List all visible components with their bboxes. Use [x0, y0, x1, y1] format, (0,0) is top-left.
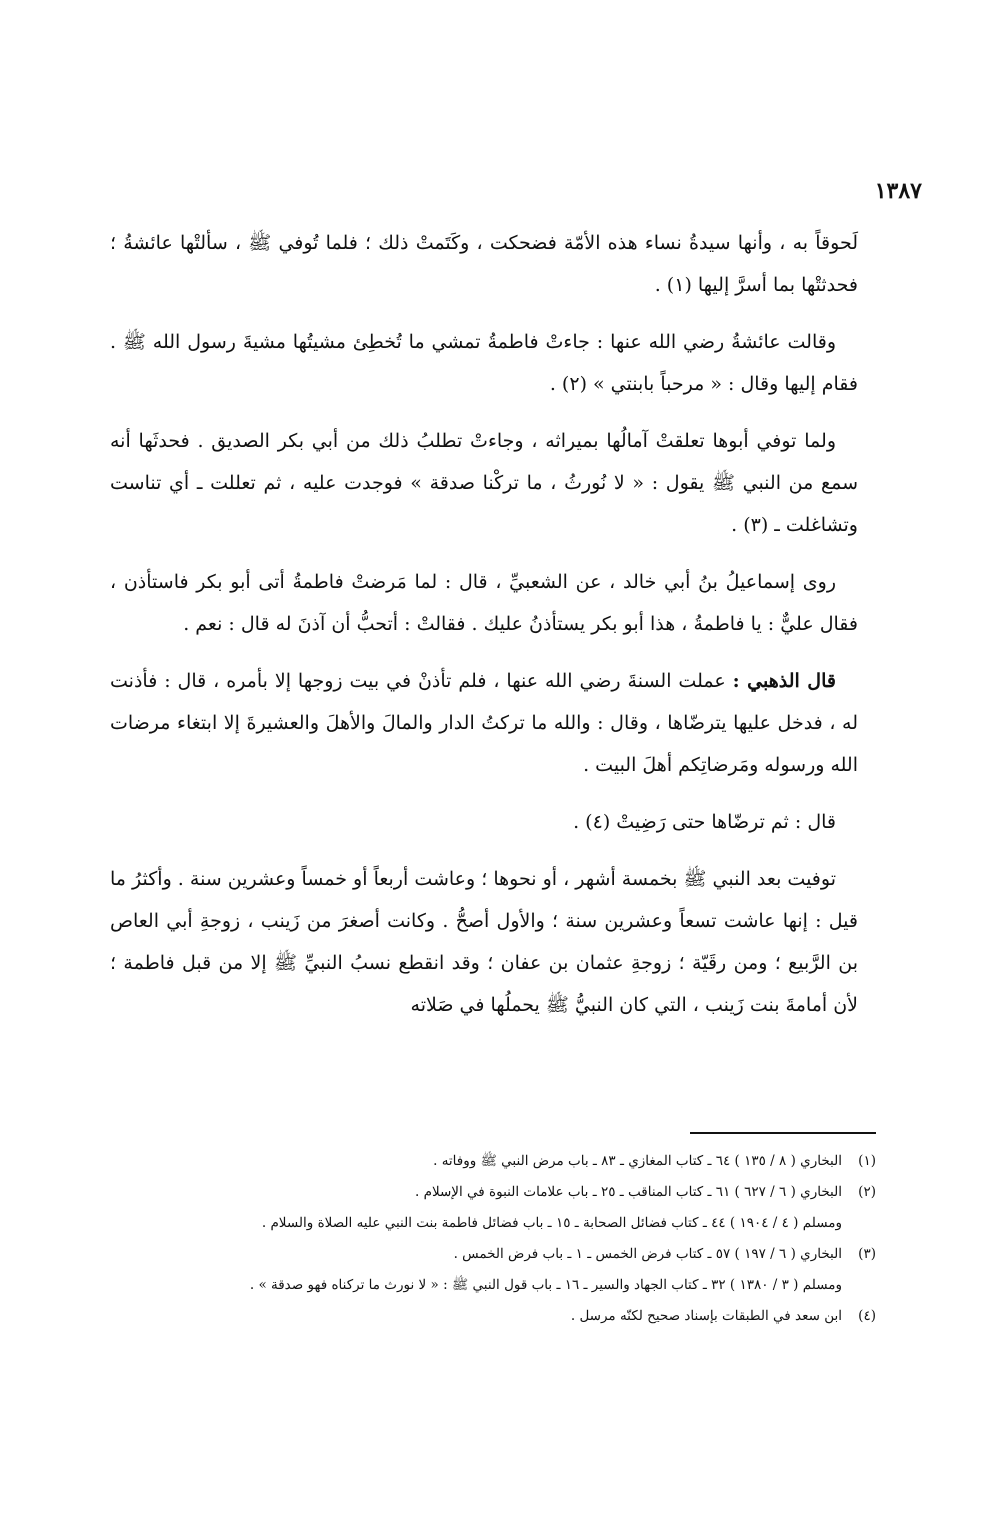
paragraph-4 — [110, 561, 858, 645]
footnote-4 — [150, 1301, 876, 1332]
footnote-number — [842, 1270, 876, 1301]
paragraph-text: قال : ثم ترضّاها حتى رَضِيتْ (٤) . — [573, 811, 836, 833]
paragraph-text: عملت السنةَ رضي الله عنها ، فلم تأذنْ في بيت زوجها إلا بأمره ، قال : فأذنت له ، فدخل عليها يترضّاها ، وقال : والله ما تركتُ الدار والمالَ والأهلَ والعشيرةَ إلا ابتغاء مرضات الله ورسوله ومَرضاتِكم أهلَ البيت . — [110, 670, 858, 776]
footnote-text: البخاري ( ٦ / ١٩٧ ) ٥٧ ـ كتاب فرض الخمس ـ ١ ـ باب فرض الخمس . — [453, 1246, 842, 1262]
footnote-2 — [150, 1177, 876, 1208]
paragraph-text: لَحوقاً به ، وأنها سيدةُ نساء هذه الأمّة فضحكت ، وكَتَمتْ ذلك ؛ فلما تُوفي ﷺ ، سألتْها عائشةُ ؛ فحدثتْها بما أسرَّ إليها (١) . — [110, 232, 858, 296]
paragraph-6 — [110, 801, 858, 843]
footnote-number: (٤) — [858, 1308, 876, 1324]
paragraph-5 — [110, 660, 858, 786]
paragraph-text: توفيت بعد النبي ﷺ بخمسة أشهر ، أو نحوها ؛ وعاشت أربعاً أو خمساً وعشرين سنة . وأكثرُ ما قيل : إنها عاشت تسعاً وعشرين سنة ؛ والأول أصحُّ . وكانت أصغرَ من زَينب ، زوجةِ أبي العاص بن الرَّبيع ؛ ومن رقَيّة ؛ زوجةِ عثمان بن عفان ؛ وقد انقطع نسبُ النبيِّ ﷺ إلا من قبل فاطمة ؛ لأن أمامةَ بنت زَينب ، التي كان النبيُّ ﷺ يحملُها في صَلاته — [110, 868, 858, 1016]
footnote-number: (١) — [858, 1153, 876, 1169]
footnote-3 — [150, 1239, 876, 1270]
footnote-text: ومسلم ( ٤ / ١٩٠٤ ) ٤٤ ـ كتاب فضائل الصحابة ـ ١٥ ـ باب فضائل فاطمة بنت النبي عليه الصلاة والسلام . — [261, 1215, 842, 1231]
page-number: ١٣٨٧ — [874, 178, 922, 204]
footnote-text: ومسلم ( ٣ / ١٣٨٠ ) ٣٢ ـ كتاب الجهاد والسير ـ ١٦ ـ باب قول النبي ﷺ : « لا نورث ما تركناه فهو صدقة » . — [249, 1277, 842, 1293]
paragraph-text: وقالت عائشةُ رضي الله عنها : جاءتْ فاطمةُ تمشي ما تُخطِئ مشيتُها مشيةَ رسول الله ﷺ . فقام إليها وقال : « مرحباً بابنتي » (٢) . — [110, 331, 858, 395]
paragraph-7 — [110, 858, 858, 1026]
paragraph-text: روى إسماعيلُ بنُ أبي خالد ، عن الشعبيِّ ، قال : لما مَرضتْ فاطمةُ أتى أبو بكر فاستأذن ، فقال عليٌّ : يا فاطمةُ ، هذا أبو بكر يستأذنُ عليك . فقالتْ : أتحبُّ أن آذنَ له قال : نعم . — [110, 571, 858, 635]
footnote-number: (٢) — [858, 1184, 876, 1200]
footnote-3-continued — [150, 1270, 876, 1301]
paragraph-lead: قال الذهبي : — [732, 670, 836, 692]
footnote-text: البخاري ( ٨ / ١٣٥ ) ٦٤ ـ كتاب المغازي ـ ٨٣ ـ باب مرض النبي ﷺ ووفاته . — [433, 1153, 842, 1169]
main-text — [110, 222, 858, 1041]
paragraph-1 — [110, 222, 858, 306]
footnote-text: البخاري ( ٦ / ٦٢٧ ) ٦١ ـ كتاب المناقب ـ ٢٥ ـ باب علامات النبوة في الإسلام . — [415, 1184, 842, 1200]
paragraph-3 — [110, 420, 858, 546]
footnotes — [150, 1146, 876, 1332]
footnote-number — [842, 1208, 876, 1239]
footnote-1 — [150, 1146, 876, 1177]
footnote-number: (٣) — [858, 1246, 876, 1262]
footnote-text: ابن سعد في الطبقات بإسناد صحيح لكنّه مرسل . — [570, 1308, 842, 1324]
paragraph-text: ولما توفي أبوها تعلقتْ آمالُها بميراثه ، وجاءتْ تطلبُ ذلك من أبي بكر الصديق . فحدثَها أنه سمع من النبي ﷺ يقول : « لا نُورثُ ، ما تركْنا صدقة » فوجدت عليه ، ثم تعللت ـ أي تناست وتشاغلت ـ (٣) . — [110, 430, 858, 536]
footnote-2-continued — [150, 1208, 876, 1239]
footnote-divider — [690, 1132, 876, 1134]
paragraph-2 — [110, 321, 858, 405]
